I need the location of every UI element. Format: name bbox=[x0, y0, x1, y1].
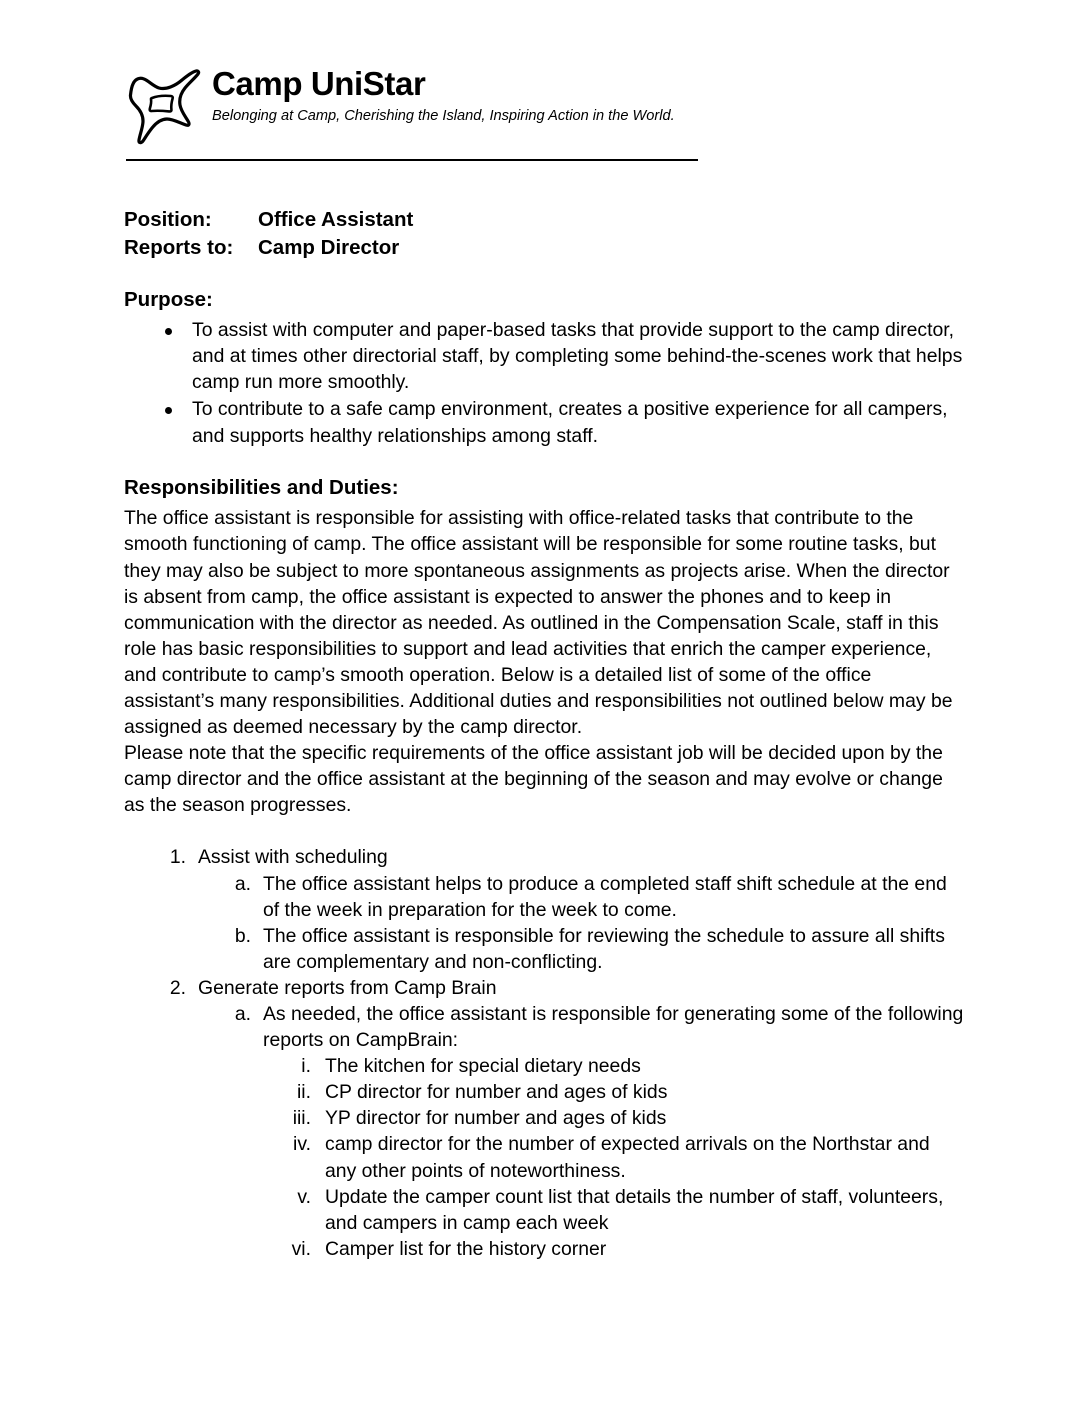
reports-to-row bbox=[124, 234, 964, 262]
letterhead-divider bbox=[126, 159, 698, 161]
outline-item-1b bbox=[124, 923, 964, 975]
outline-item-2a-vi bbox=[124, 1236, 964, 1262]
outline-text: camp director for the number of expected arrivals on the Northstar and any other points of noteworthiness. bbox=[325, 1133, 930, 1182]
responsibilities-paragraph: The office assistant is responsible for assisting with office-related tasks that contribute to the smooth functioning of camp. The office assistant will be responsible for some routine tasks, but they may also be subject to more spontaneous assignments as projects arise. When the director is absent from camp, the office assistant is expected to answer the phones and to keep in communication with the director as needed. As outlined in the Compensation Scale, staff in this role has basic responsibilities to support and lead activities that enrich the camper experience, and contribute to camp’s smooth operation. Below is a detailed list of some of the office assistant’s many responsibilities. Additional duties and responsibilities not outlined below may be assigned as deemed necessary by the camp director. bbox=[124, 507, 953, 739]
outline-text: Camper list for the history corner bbox=[325, 1237, 607, 1260]
outline-text: CP director for number and ages of kids bbox=[325, 1081, 668, 1104]
outline-item-2a-v bbox=[124, 1184, 964, 1236]
outline-text: As needed, the office assistant is responsible for generating some of the following reports on CampBrain: bbox=[263, 1003, 964, 1052]
outline-marker: ii. bbox=[296, 1081, 311, 1104]
outline-item-2a-iii bbox=[124, 1105, 964, 1131]
outline-text: The kitchen for special dietary needs bbox=[325, 1055, 641, 1078]
outline-marker: 2. bbox=[169, 976, 186, 999]
purpose-heading: Purpose: bbox=[124, 287, 213, 311]
list-item: To assist with computer and paper-based tasks that provide support to the camp director, and at times other directorial staff, by completing some behind-the-scenes work that helps camp run more smoothly. bbox=[124, 317, 964, 395]
reports-to-value: Camp Director bbox=[258, 236, 400, 260]
outline-marker: a. bbox=[234, 872, 251, 895]
outline-text: YP director for number and ages of kids bbox=[325, 1107, 667, 1130]
outline-marker: 1. bbox=[169, 846, 186, 869]
outline-item-2a-i bbox=[124, 1053, 964, 1079]
responsibilities-heading: Responsibilities and Duties: bbox=[124, 475, 399, 499]
brand-title: Camp UniStar bbox=[212, 65, 426, 102]
reports-to-label: Reports to: bbox=[124, 236, 234, 260]
outline-item-2a-ii bbox=[124, 1079, 964, 1105]
outline-marker: i. bbox=[301, 1055, 311, 1078]
responsibilities-note-paragraph: Please note that the specific requirements of the office assistant job will be decided upon by the camp director and the office assistant at the beginning of the season and may evolve or change as the season progresses. bbox=[124, 742, 943, 817]
position-label: Position: bbox=[124, 208, 212, 231]
duties-outline bbox=[124, 844, 964, 1262]
letterhead-row bbox=[126, 62, 698, 146]
letterhead-text bbox=[204, 62, 675, 125]
purpose-list bbox=[124, 317, 964, 448]
outline-marker: a. bbox=[234, 1003, 251, 1025]
outline-marker: v. bbox=[297, 1185, 311, 1208]
position-row bbox=[124, 206, 964, 234]
letterhead bbox=[126, 62, 698, 146]
outline-item-2 bbox=[124, 975, 964, 1001]
outline-marker: iv. bbox=[293, 1133, 311, 1156]
outline-text: The office assistant is responsible for reviewing the schedule to assure all shifts are complementary and non-conflicting. bbox=[263, 924, 945, 973]
outline-text: Update the camper count list that details the number of staff, volunteers, and campers in camp each week bbox=[325, 1185, 944, 1234]
outline-item-2a bbox=[124, 1001, 964, 1053]
brand-tagline: Belonging at Camp, Cherishing the Island, Inspiring Action in the World. bbox=[212, 107, 675, 124]
outline-marker: vi. bbox=[291, 1237, 311, 1260]
list-item: To contribute to a safe camp environment, creates a positive experience for all campers, and supports healthy relationships among staff. bbox=[124, 396, 964, 448]
outline-marker: b. bbox=[234, 924, 251, 947]
outline-item-2a-iv bbox=[124, 1131, 964, 1183]
outline-marker: iii. bbox=[292, 1107, 311, 1130]
outline-item-1a bbox=[124, 871, 964, 923]
outline-item-1 bbox=[124, 844, 964, 870]
position-meta-block bbox=[124, 206, 964, 263]
outline-text: Assist with scheduling bbox=[198, 846, 388, 869]
outline-text: Generate reports from Camp Brain bbox=[198, 976, 497, 999]
outline-text: The office assistant helps to produce a completed staff shift schedule at the end of the week in preparation for the week to come. bbox=[263, 872, 947, 921]
island-outline-icon bbox=[126, 66, 204, 146]
document-body bbox=[124, 206, 964, 1262]
position-value: Office Assistant bbox=[258, 208, 414, 231]
